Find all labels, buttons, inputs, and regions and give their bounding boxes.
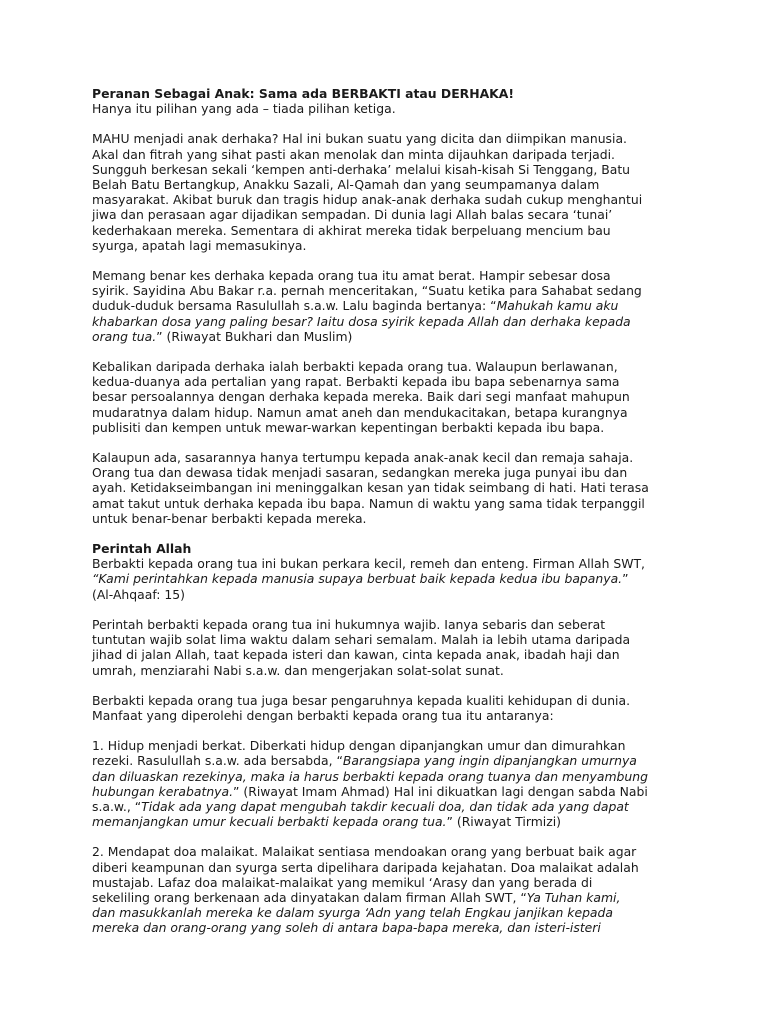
paragraph-line xyxy=(92,298,692,313)
paragraph-3 xyxy=(92,359,692,435)
paragraph-line xyxy=(92,329,692,344)
paragraph-line: syurga, apatah lagi memasukinya. xyxy=(92,237,307,253)
paragraph-line: masyarakat. Akibat buruk dan tragis hidup anak-anak derhaka sudah cukup menghantui xyxy=(92,192,643,208)
article-title: Peranan Sebagai Anak: Sama ada BERBAKTI atau DERHAKA! xyxy=(92,86,515,101)
quote-text: Mahukah kamu aku xyxy=(496,298,619,314)
paragraph-line xyxy=(92,905,692,920)
paragraph-line: Memang benar kes derhaka kepada orang tua itu amat berat. Hampir sebesar dosa xyxy=(92,268,611,284)
normal-text: s.a.w., “ xyxy=(92,798,142,814)
paragraph-line xyxy=(92,814,692,829)
paragraph-2 xyxy=(92,268,692,344)
paragraph-4 xyxy=(92,450,692,526)
paragraph-line: Manfaat yang diperolehi dengan berbakti kepada orang tua itu antaranya: xyxy=(92,707,554,723)
paragraph-line xyxy=(92,571,692,586)
paragraph-line: untuk benar-benar berbakti kepada mereka. xyxy=(92,510,367,526)
paragraph-line: umrah, menziarahi Nabi s.a.w. dan mengerjakan solat-solat sunat. xyxy=(92,662,504,678)
normal-text: ” xyxy=(622,571,629,587)
paragraph-line: ayah. Ketidakseimbangan ini meninggalkan kesan yan tidak seimbang di hati. Hati terasa xyxy=(92,480,649,496)
paragraph-line xyxy=(92,799,692,814)
paragraph-line: tuntutan wajib solat lima waktu dalam sehari semalam. Malah ia lebih utama daripada xyxy=(92,632,631,648)
paragraph-line: jiwa dan perasaan agar dijadikan sempadan. Di dunia lagi Allah balas secara ‘tunai’ xyxy=(92,207,613,223)
paragraph-line: Perintah berbakti kepada orang tua ini hukumnya wajib. Ianya sebaris dan seberat xyxy=(92,616,606,632)
paragraph-line: mustajab. Lafaz doa malaikat-malaikat yang memikul ‘Arasy dan yang berada di xyxy=(92,874,593,890)
quote-text: memanjangkan umur kecuali berbakti kepada orang tua. xyxy=(92,814,447,830)
quote-text: Ya Tuhan kami, xyxy=(526,889,621,905)
paragraph-line: Berbakti kepada orang tua juga besar pengaruhnya kepada kualiti kehidupan di dunia. xyxy=(92,692,631,708)
paragraph-1 xyxy=(92,131,692,253)
quote-text: hubungan kerabatnya. xyxy=(92,783,234,799)
document-page xyxy=(92,86,692,951)
paragraph-line: MAHU menjadi anak derhaka? Hal ini bukan suatu yang dicita dan diimpikan manusia. xyxy=(92,131,627,147)
paragraph-line xyxy=(92,920,692,935)
section-heading: Perintah Allah xyxy=(92,541,192,557)
paragraph-line: besar persoalannya dengan derhaka kepada mereka. Baik dari segi manfaat mahupun xyxy=(92,389,630,405)
paragraph-line: Orang tua dan dewasa tidak menjadi sasaran, sedangkan mereka juga punyai ibu dan xyxy=(92,465,628,481)
subtitle-text: Hanya itu pilihan yang ada – tiada pilihan ketiga. xyxy=(92,101,396,117)
paragraph-line: syirik. Sayidina Abu Bakar r.a. pernah menceritakan, “Suatu ketika para Sahabat sedang xyxy=(92,283,642,299)
paragraph-8 xyxy=(92,738,692,829)
quote-text: “Kami perintahkan kepada manusia supaya berbuat baik kepada kedua ibu bapanya. xyxy=(92,571,623,587)
normal-text: ” (Riwayat Imam Ahmad) Hal ini dikuatkan lagi dengan sabda Nabi xyxy=(233,783,648,799)
paragraph-line xyxy=(92,314,692,329)
paragraph-line: kedua-duanya ada pertalian yang rapat. Berbakti kepada ibu bapa sebenarnya sama xyxy=(92,374,620,390)
paragraph-line xyxy=(92,890,692,905)
paragraph-6 xyxy=(92,617,692,678)
quote-text: orang tua. xyxy=(92,328,157,344)
paragraph-line: 2. Mendapat doa malaikat. Malaikat sentiasa mendoakan orang yang berbuat baik agar xyxy=(92,844,637,860)
paragraph-line: kederhakaan mereka. Sementara di akhirat mereka tidak berpeluang mencium bau xyxy=(92,222,611,238)
quote-text: Tidak ada yang dapat mengubah takdir kecuali doa, dan tidak ada yang dapat xyxy=(141,798,629,814)
paragraph-line: diberi keampunan dan syurga serta dipelihara daripada kejahatan. Doa malaikat adalah xyxy=(92,859,639,875)
paragraph-line: Belah Batu Bertangkup, Anakku Sazali, Al-Qamah dan yang seumpamanya dalam xyxy=(92,177,600,193)
paragraph-5 xyxy=(92,556,692,602)
quote-text: dan masukkanlah mereka ke dalam syurga ‘Adn yang telah Engkau janjikan kepada xyxy=(92,905,613,921)
normal-text: sekeliling orang berkenaan ada dinyatakan dalam firman Allah SWT, “ xyxy=(92,889,527,905)
quote-text: Barangsiapa yang ingin dipanjangkan umurnya xyxy=(342,753,637,769)
quote-text: khabarkan dosa yang paling besar? Iaitu dosa syirik kepada Allah dan derhaka kepada xyxy=(92,313,631,329)
quote-text: dan diluaskan rezekinya, maka ia harus berbakti kepada orang tuanya dan menyambung xyxy=(92,768,648,784)
citation-text: ” (Riwayat Bukhari dan Muslim) xyxy=(156,328,353,344)
paragraph-line: publisiti dan kempen untuk mewar-warkan kepentingan berbakti kepada ibu bapa. xyxy=(92,419,605,435)
paragraph-line: (Al-Ahqaaf: 15) xyxy=(92,586,185,602)
paragraph-line: 1. Hidup menjadi berkat. Diberkati hidup dengan dipanjangkan umur dan dimurahkan xyxy=(92,738,626,754)
paragraph-line xyxy=(92,769,692,784)
citation-text: ” (Riwayat Tirmizi) xyxy=(446,814,561,830)
paragraph-7 xyxy=(92,693,692,723)
paragraph-9 xyxy=(92,844,692,935)
article-subtitle xyxy=(92,101,692,116)
paragraph-line xyxy=(92,784,692,799)
paragraph-line: Kalaupun ada, sasarannya hanya tertumpu kepada anak-anak kecil dan remaja sahaja. xyxy=(92,450,634,466)
paragraph-line: Akal dan fitrah yang sihat pasti akan menolak dan minta dijauhkan daripada terjadi. xyxy=(92,146,615,162)
quote-text: mereka dan orang-orang yang soleh di antara bapa-bapa mereka, dan isteri-isteri xyxy=(92,920,601,936)
paragraph-line: jihad di jalan Allah, taat kepada isteri dan kawan, cinta kepada anak, ibadah haji dan xyxy=(92,647,620,663)
paragraph-line: Berbakti kepada orang tua ini bukan perkara kecil, remeh dan enteng. Firman Allah SWT, xyxy=(92,556,645,572)
paragraph-line: amat takut untuk derhaka kepada ibu bapa. Namun di waktu yang sama tidak terpanggil xyxy=(92,495,645,511)
normal-text: rezeki. Rasulullah s.a.w. ada bersabda, “ xyxy=(92,753,343,769)
paragraph-line: mudaratnya dalam hidup. Namun amat aneh dan mendukacitakan, betapa kurangnya xyxy=(92,404,628,420)
paragraph-line xyxy=(92,753,692,768)
paragraph-line: Sungguh berkesan sekali ‘kempen anti-derhaka’ melalui kisah-kisah Si Tenggang, Batu xyxy=(92,161,631,177)
normal-text: duduk-duduk bersama Rasulullah s.a.w. Lalu baginda bertanya: “ xyxy=(92,298,497,314)
paragraph-line: Kebalikan daripada derhaka ialah berbakti kepada orang tua. Walaupun berlawanan, xyxy=(92,359,618,375)
